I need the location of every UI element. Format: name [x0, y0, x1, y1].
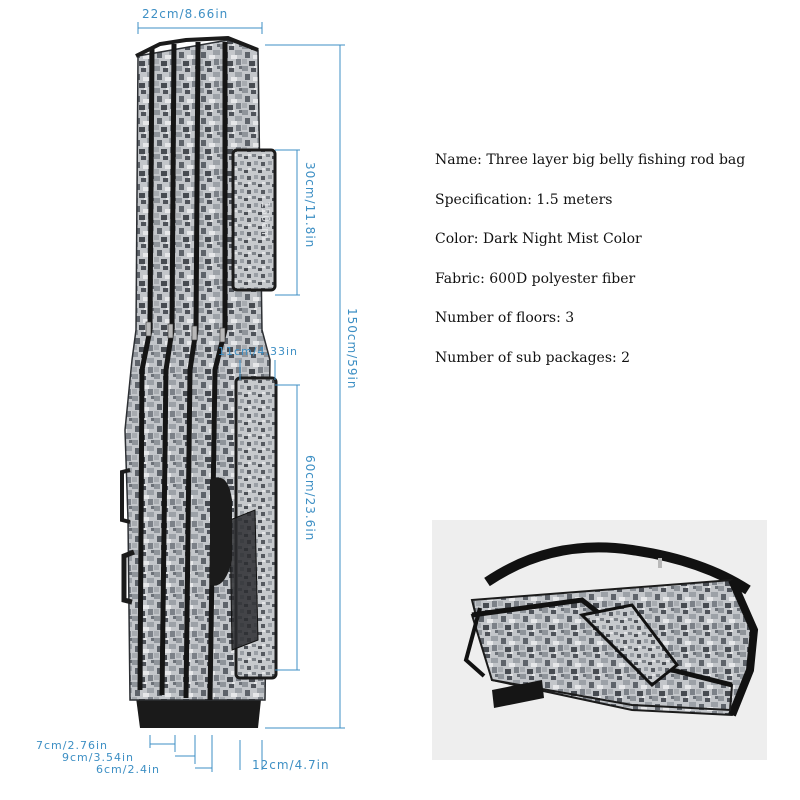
- dim-pocket-lower: 60cm/23.6in: [303, 455, 317, 542]
- dim-layer-3: 6cm/2.4in: [96, 763, 160, 776]
- dim-total-height: 150cm/59in: [345, 308, 359, 390]
- dim-pocket-upper: 30cm/11.8in: [303, 162, 317, 249]
- folded-bag-photo: [432, 520, 767, 760]
- dim-top-width: 22cm/8.66in: [142, 7, 229, 21]
- spec-sub-packages: Number of sub packages: 2: [435, 349, 631, 366]
- pocket-tag: 150cm: [259, 201, 272, 239]
- spec-color: Color: Dark Night Mist Color: [435, 231, 642, 247]
- dim-layer-2: 9cm/3.54in: [62, 751, 134, 764]
- rod-bag-vertical: [122, 38, 276, 728]
- spec-specification: Specification: 1.5 meters: [435, 191, 613, 208]
- spec-list: [435, 150, 795, 387]
- dim-pocket-upper-width: 11cm/4.33in: [218, 345, 298, 358]
- dim-base-width: 12cm/4.7in: [252, 758, 330, 772]
- spec-name: Name: Three layer big belly fishing rod bag: [435, 152, 746, 168]
- spec-floors: Number of floors: 3: [435, 310, 575, 326]
- dim-layer-1: 7cm/2.76in: [36, 739, 108, 752]
- spec-fabric: Fabric: 600D polyester fiber: [435, 270, 636, 287]
